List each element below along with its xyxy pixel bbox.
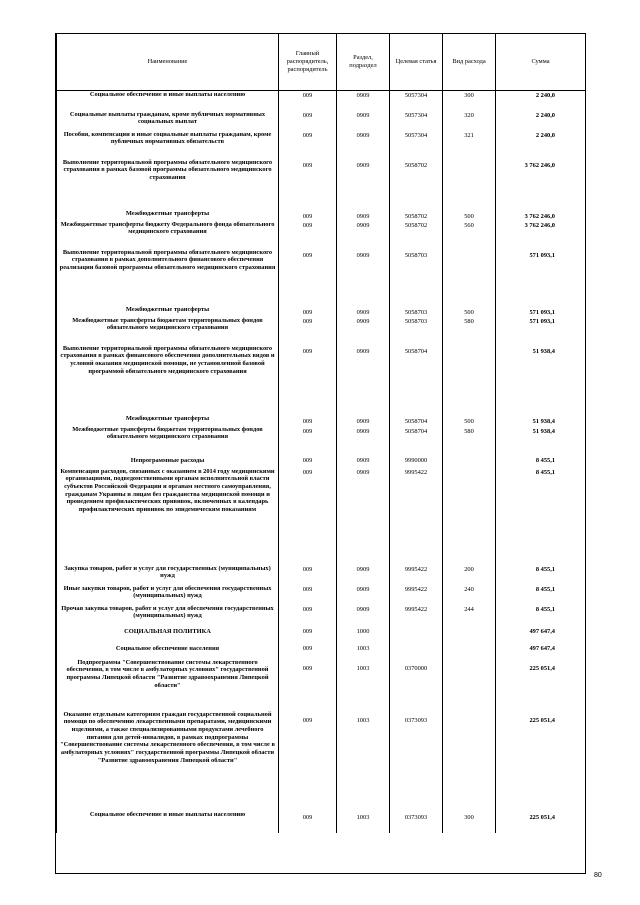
row-summa-cell: 8 455,1 (496, 468, 586, 565)
table-row (57, 249, 586, 303)
row-vid-cell (443, 345, 496, 412)
row-razdel-cell: 0909 (337, 412, 390, 426)
row-name-cell: Социальное обеспечение населения (57, 639, 279, 659)
row-glav-cell: 009 (279, 468, 337, 565)
row-name-cell: Межбюджетные трансферты бюджету Федерального фонда обязательного медицинского страхования (57, 221, 279, 249)
row-vid-cell (443, 659, 496, 711)
table-row (57, 565, 586, 585)
table-row (57, 454, 586, 468)
row-vid-cell (443, 639, 496, 659)
row-celevaya-cell: 9995422 (390, 605, 443, 625)
row-vid-cell: 580 (443, 317, 496, 345)
row-summa-cell: 2 240,0 (496, 111, 586, 131)
row-summa-cell: 497 647,4 (496, 639, 586, 659)
row-name-cell: Прочая закупка товаров, работ и услуг для обеспечения государственных (муниципальных) нужд (57, 605, 279, 625)
row-glav-cell: 009 (279, 345, 337, 412)
row-summa-cell: 2 240,0 (496, 131, 586, 159)
row-celevaya-cell: 9995422 (390, 585, 443, 605)
row-name-cell: Выполнение территориальной программы обязательного медицинского страхования в рамках базовой программы обязательного медицинского страхования (57, 159, 279, 207)
row-razdel-cell: 0909 (337, 131, 390, 159)
row-razdel-cell: 0909 (337, 91, 390, 111)
row-glav-cell: 009 (279, 639, 337, 659)
row-summa-cell: 225 051,4 (496, 659, 586, 711)
row-razdel-cell: 1003 (337, 711, 390, 811)
row-name-cell: Выполнение территориальной программы обязательного медицинского страхования в рамках финансового обеспечения дополнительных видов и условий оказания медицинской помощи, не установленной базовой программой обязательного медицинского страхования (57, 345, 279, 412)
row-celevaya-cell: 5058703 (390, 303, 443, 317)
row-summa-cell: 225 051,4 (496, 711, 586, 811)
row-name-cell: Социальные выплаты гражданам, кроме публичных нормативных социальных выплат (57, 111, 279, 131)
row-celevaya-cell: 5057304 (390, 111, 443, 131)
row-summa-cell: 8 455,1 (496, 565, 586, 585)
row-vid-cell: 500 (443, 303, 496, 317)
row-vid-cell (443, 159, 496, 207)
row-summa-cell: 51 938,4 (496, 426, 586, 454)
row-vid-cell: 200 (443, 565, 496, 585)
table-row (57, 221, 586, 249)
row-glav-cell: 009 (279, 565, 337, 585)
row-vid-cell: 500 (443, 207, 496, 221)
table-row (57, 625, 586, 639)
col-header-summa: Сумма (496, 34, 586, 91)
row-razdel-cell: 0909 (337, 565, 390, 585)
col-header-celevaya: Целевая статья (390, 34, 443, 91)
row-razdel-cell: 0909 (337, 317, 390, 345)
row-glav-cell: 009 (279, 159, 337, 207)
table-body (57, 91, 586, 833)
row-vid-cell (443, 454, 496, 468)
row-summa-cell: 2 240,0 (496, 91, 586, 111)
row-razdel-cell: 1003 (337, 811, 390, 833)
row-vid-cell (443, 711, 496, 811)
row-glav-cell: 009 (279, 711, 337, 811)
row-glav-cell: 009 (279, 426, 337, 454)
row-summa-cell: 8 455,1 (496, 605, 586, 625)
row-vid-cell (443, 468, 496, 565)
table-row (57, 585, 586, 605)
table-row (57, 639, 586, 659)
row-name-cell: Межбюджетные трансферты (57, 207, 279, 221)
row-summa-cell: 497 647,4 (496, 625, 586, 639)
row-glav-cell: 009 (279, 111, 337, 131)
row-summa-cell: 8 455,1 (496, 454, 586, 468)
row-razdel-cell: 0909 (337, 159, 390, 207)
col-header-razdel: Раздел, подраздел (337, 34, 390, 91)
row-name-cell: Иные закупки товаров, работ и услуг для обеспечения государственных (муниципальных) нужд (57, 585, 279, 605)
row-glav-cell: 009 (279, 454, 337, 468)
row-razdel-cell: 0909 (337, 111, 390, 131)
row-razdel-cell: 0909 (337, 345, 390, 412)
table-row (57, 207, 586, 221)
row-name-cell: Подпрограмма "Совершенствование системы лекарственного обеспечения, в том числе в амбулаторных условиях" государственной программы Липецкой области "Развитие здравоохранения Липецкой области" (57, 659, 279, 711)
row-razdel-cell: 0909 (337, 207, 390, 221)
row-celevaya-cell: 5058702 (390, 207, 443, 221)
row-razdel-cell: 0909 (337, 303, 390, 317)
row-celevaya-cell: 0373093 (390, 811, 443, 833)
row-summa-cell: 3 762 246,0 (496, 159, 586, 207)
row-name-cell: Социальное обеспечение и иные выплаты населению (57, 811, 279, 833)
row-name-cell: Оказание отдельным категориям граждан государственной социальной помощи по обеспечению лекарственными препаратами, медицинскими изделиями, а также специализированными продуктами лечебного питания для детей-инвалидов, в рамках подпрограммы "Совершенствование системы лекарственного обеспечения, в том числе в амбулаторных условиях" государственной программы Липецкой области "Развитие здравоохранения Липецкой области" (57, 711, 279, 811)
row-name-cell: Межбюджетные трансферты бюджетам территориальных фондов обязательного медицинского страхования (57, 426, 279, 454)
row-summa-cell: 3 762 246,0 (496, 221, 586, 249)
table-header-row (57, 34, 586, 91)
row-celevaya-cell: 5058704 (390, 345, 443, 412)
row-razdel-cell: 1003 (337, 639, 390, 659)
page-number: 80 (594, 872, 602, 879)
row-summa-cell: 51 938,4 (496, 345, 586, 412)
row-glav-cell: 009 (279, 412, 337, 426)
table-row (57, 131, 586, 159)
row-summa-cell: 8 455,1 (496, 585, 586, 605)
row-glav-cell: 009 (279, 811, 337, 833)
row-vid-cell: 300 (443, 91, 496, 111)
row-vid-cell: 321 (443, 131, 496, 159)
row-vid-cell (443, 249, 496, 303)
row-vid-cell: 320 (443, 111, 496, 131)
row-summa-cell: 571 093,1 (496, 249, 586, 303)
row-name-cell: Межбюджетные трансферты (57, 303, 279, 317)
row-celevaya-cell: 0370000 (390, 659, 443, 711)
row-name-cell: Пособия, компенсации и иные социальные выплаты гражданам, кроме публичных нормативных обязательств (57, 131, 279, 159)
row-celevaya-cell: 0373093 (390, 711, 443, 811)
row-vid-cell: 560 (443, 221, 496, 249)
row-glav-cell: 009 (279, 585, 337, 605)
row-glav-cell: 009 (279, 605, 337, 625)
budget-table-sheet (55, 33, 586, 874)
row-razdel-cell: 1000 (337, 625, 390, 639)
col-header-glav: Главный распорядитель, распорядитель (279, 34, 337, 91)
row-vid-cell: 580 (443, 426, 496, 454)
row-razdel-cell: 0909 (337, 468, 390, 565)
row-celevaya-cell: 5057304 (390, 91, 443, 111)
budget-table (56, 33, 586, 833)
row-summa-cell: 3 762 246,0 (496, 207, 586, 221)
col-header-vid: Вид расхода (443, 34, 496, 91)
row-razdel-cell: 0909 (337, 585, 390, 605)
row-razdel-cell: 1003 (337, 659, 390, 711)
col-header-name: Наименование (57, 34, 279, 91)
row-glav-cell: 009 (279, 131, 337, 159)
row-celevaya-cell: 5057304 (390, 131, 443, 159)
row-vid-cell (443, 625, 496, 639)
row-summa-cell: 571 093,1 (496, 303, 586, 317)
row-celevaya-cell (390, 639, 443, 659)
row-name-cell: Выполнение территориальной программы обязательного медицинского страхования в рамках дополнительного финансового обеспечения реализации базовой программы обязательного медицинского страхования (57, 249, 279, 303)
table-row (57, 711, 586, 811)
table-row (57, 426, 586, 454)
row-glav-cell: 009 (279, 249, 337, 303)
row-name-cell: Непрограммные расходы (57, 454, 279, 468)
row-celevaya-cell: 9995422 (390, 468, 443, 565)
row-glav-cell: 009 (279, 317, 337, 345)
row-celevaya-cell: 5058704 (390, 426, 443, 454)
row-vid-cell: 500 (443, 412, 496, 426)
table-row (57, 317, 586, 345)
row-razdel-cell: 0909 (337, 249, 390, 303)
row-glav-cell: 009 (279, 303, 337, 317)
row-name-cell: Компенсация расходов, связанных с оказанием в 2014 году медицинскими организациями, подведомственными органам исполнительной власти субъектов Российской Федерации и органам местного самоуправления, гражданам Украины и лицам без гражданства медицинской помощи и проведением профилактических прививок, включенных в календарь профилактических прививок по эпидемическим показаниям (57, 468, 279, 565)
row-razdel-cell: 0909 (337, 426, 390, 454)
row-razdel-cell: 0909 (337, 605, 390, 625)
table-row (57, 159, 586, 207)
row-celevaya-cell: 5058704 (390, 412, 443, 426)
table-row (57, 91, 586, 111)
row-celevaya-cell: 5058703 (390, 249, 443, 303)
table-row (57, 605, 586, 625)
table-row (57, 303, 586, 317)
row-celevaya-cell (390, 625, 443, 639)
row-razdel-cell: 0909 (337, 454, 390, 468)
row-celevaya-cell: 9990000 (390, 454, 443, 468)
table-row (57, 345, 586, 412)
table-row (57, 659, 586, 711)
row-name-cell: Закупка товаров, работ и услуг для государственных (муниципальных) нужд (57, 565, 279, 585)
row-summa-cell: 225 051,4 (496, 811, 586, 833)
row-razdel-cell: 0909 (337, 221, 390, 249)
row-name-cell: Социальное обеспечение и иные выплаты населению (57, 91, 279, 111)
row-glav-cell: 009 (279, 207, 337, 221)
row-vid-cell: 300 (443, 811, 496, 833)
row-celevaya-cell: 5058702 (390, 159, 443, 207)
row-vid-cell: 244 (443, 605, 496, 625)
row-summa-cell: 571 093,1 (496, 317, 586, 345)
row-summa-cell: 51 938,4 (496, 412, 586, 426)
row-glav-cell: 009 (279, 221, 337, 249)
row-glav-cell: 009 (279, 91, 337, 111)
row-glav-cell: 009 (279, 625, 337, 639)
row-celevaya-cell: 5058702 (390, 221, 443, 249)
table-row (57, 811, 586, 833)
row-name-cell: Межбюджетные трансферты бюджетам территориальных фондов обязательного медицинского страхования (57, 317, 279, 345)
row-celevaya-cell: 9995422 (390, 565, 443, 585)
row-glav-cell: 009 (279, 659, 337, 711)
table-row (57, 468, 586, 565)
row-name-cell: СОЦИАЛЬНАЯ ПОЛИТИКА (57, 625, 279, 639)
table-row (57, 412, 586, 426)
row-name-cell: Межбюджетные трансферты (57, 412, 279, 426)
table-row (57, 111, 586, 131)
row-vid-cell: 240 (443, 585, 496, 605)
row-celevaya-cell: 5058703 (390, 317, 443, 345)
